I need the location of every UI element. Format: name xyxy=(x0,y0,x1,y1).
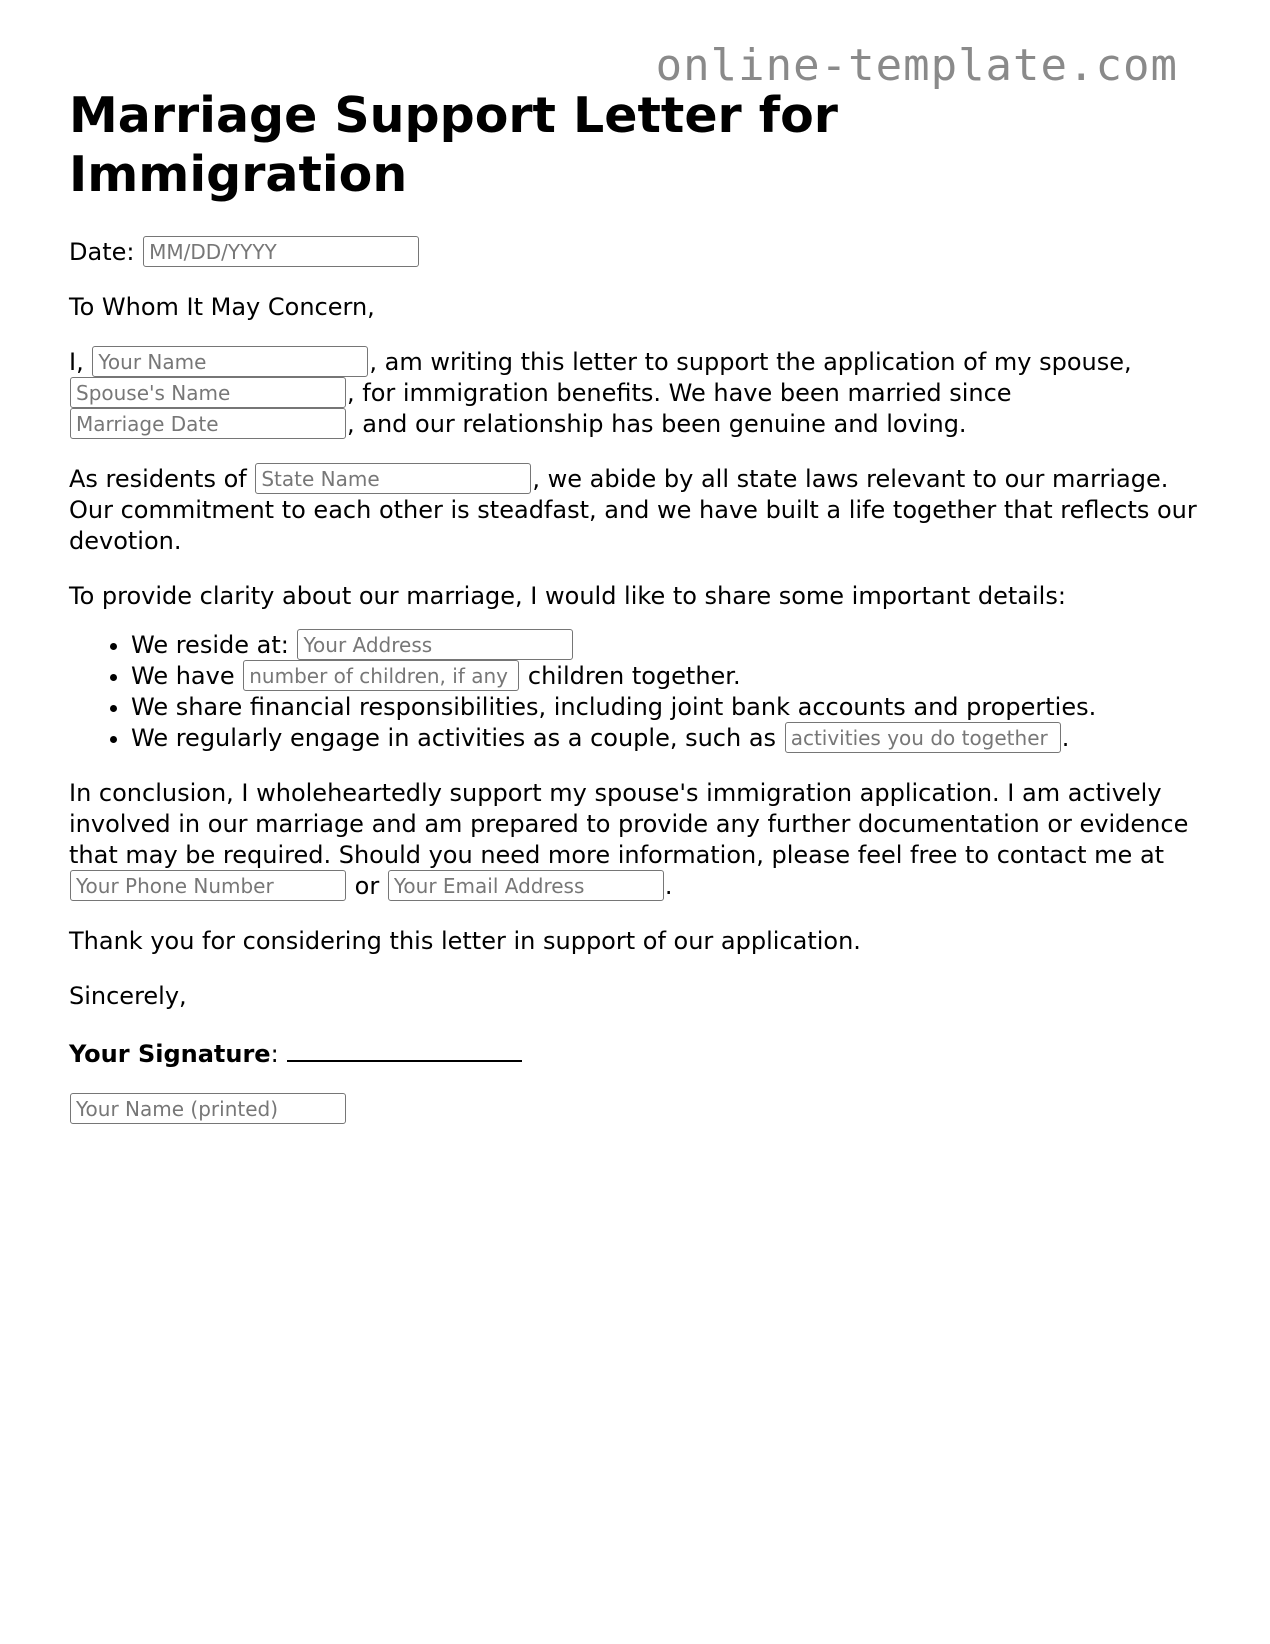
list-item-activities xyxy=(131,723,1219,754)
letter-page xyxy=(69,86,1219,1149)
greeting: To Whom It May Concern, xyxy=(69,293,375,321)
printed-name-input[interactable] xyxy=(70,1093,346,1124)
conclusion-text-2: or xyxy=(354,872,380,900)
details-intro: To provide clarity about our marriage, I would like to share some important details: xyxy=(69,582,1066,610)
address-input[interactable] xyxy=(297,629,573,660)
state-name-input[interactable] xyxy=(255,463,531,494)
signature-label: Your Signature xyxy=(69,1040,271,1068)
signature-blank[interactable] xyxy=(287,1036,522,1062)
spouse-name-input[interactable] xyxy=(70,377,346,408)
watermark-text: online-template.com xyxy=(655,40,1178,91)
date-label: Date: xyxy=(69,238,135,266)
children-input[interactable] xyxy=(243,660,519,691)
children-text-1: We have xyxy=(131,662,235,690)
marriage-date-input[interactable] xyxy=(70,408,346,439)
intro-text-2: , am writing this letter to support the application of my spouse, xyxy=(369,348,1132,376)
address-label: We reside at: xyxy=(131,631,289,659)
page-title: Marriage Support Letter for Immigration xyxy=(69,87,838,203)
your-name-input[interactable] xyxy=(92,346,368,377)
conclusion-text-3: . xyxy=(664,872,673,900)
closing-line: Sincerely, xyxy=(69,982,187,1010)
intro-text-3: , for immigration benefits. We have been married since xyxy=(347,379,1012,407)
list-item-finances: • We share financial responsibilities, including joint bank accounts and properties. xyxy=(131,692,1219,723)
signature-line xyxy=(69,1036,1219,1070)
signature-colon: : xyxy=(270,1040,279,1068)
date-line xyxy=(69,237,1219,268)
email-input[interactable] xyxy=(388,870,664,901)
list-item-address xyxy=(131,630,1219,661)
intro-paragraph xyxy=(69,347,1219,440)
details-list xyxy=(69,630,1219,754)
children-text-2: children together. xyxy=(527,662,741,690)
activities-input[interactable] xyxy=(785,722,1061,753)
activities-text-2: . xyxy=(1061,724,1070,752)
date-input[interactable] xyxy=(143,236,419,267)
conclusion-text-1: In conclusion, I wholeheartedly support my spouse's immigration application. I am actively involved in our marriage and am prepared to provide any further documentation or evidence that may be required. Should you need more information, please feel free to contact me at xyxy=(69,779,1189,869)
conclusion-paragraph xyxy=(69,778,1219,902)
thanks-line: Thank you for considering this letter in support of our application. xyxy=(69,927,861,955)
printed-name-line xyxy=(69,1094,1219,1125)
phone-input[interactable] xyxy=(70,870,346,901)
residents-text-1: As residents of xyxy=(69,465,247,493)
list-item-children xyxy=(131,661,1219,692)
intro-text-1: I, xyxy=(69,348,84,376)
residents-text-2: , we abide by all state laws relevant to our marriage. Our commitment to each other is steadfast, and we have built a life together that reflects our devotion. xyxy=(69,465,1197,555)
residents-paragraph xyxy=(69,464,1219,557)
activities-text-1: We regularly engage in activities as a couple, such as xyxy=(131,724,777,752)
intro-text-4: , and our relationship has been genuine and loving. xyxy=(347,410,967,438)
